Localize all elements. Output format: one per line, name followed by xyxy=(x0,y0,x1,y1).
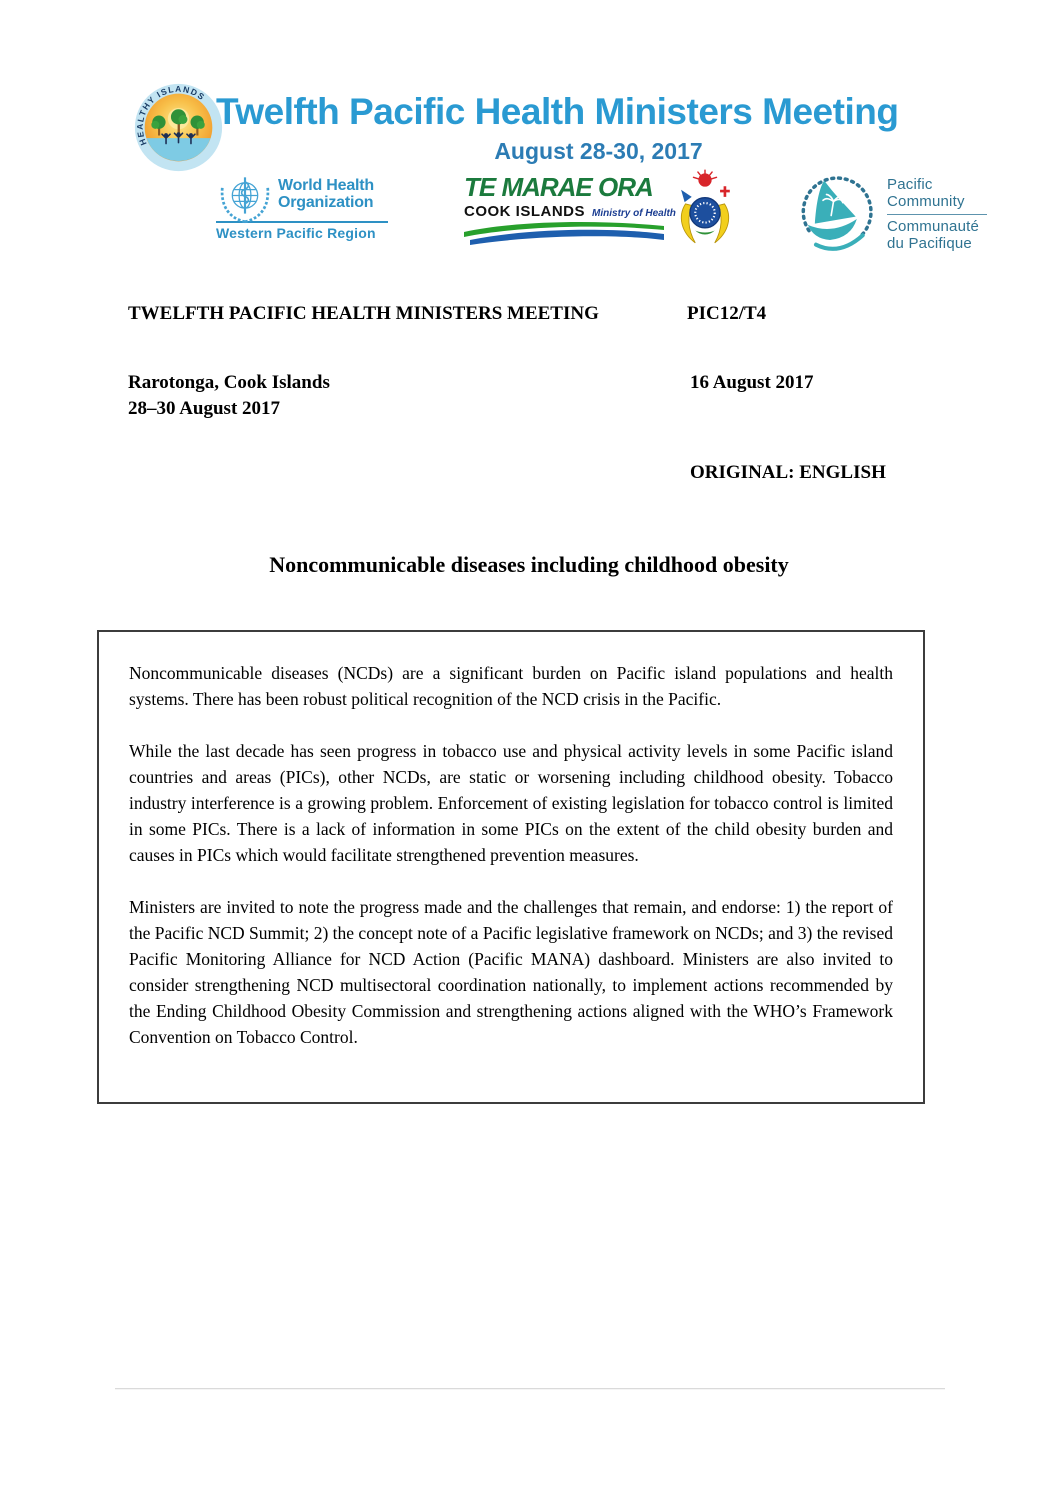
summary-box xyxy=(97,630,925,1104)
crest-plume xyxy=(693,170,716,186)
crest-cross xyxy=(720,186,730,197)
document-date: 16 August 2017 xyxy=(690,372,814,393)
spc-emblem-icon xyxy=(795,170,879,254)
healthy-islands-label: HEALTHY ISLANDS xyxy=(134,83,208,147)
summary-paragraph: While the last decade has seen progress in tobacco use and physical activity levels in some Pacific island countries and areas (PICs), other NCDs, are static or worsening including childhood obesity. Tobacco industry interference is a growing problem. Enforcement of existing legislation for tobacco control is limited in some PICs. There is a lack of information in some PICs on the extent of the child obesity burden and causes in PICs which would facilitate strengthened prevention measures. xyxy=(129,741,893,865)
healthy-islands-logo xyxy=(134,83,223,172)
meeting-name: TWELFTH PACIFIC HEALTH MINISTERS MEETING xyxy=(128,303,599,324)
tmo-logo xyxy=(464,172,736,258)
tmo-waves-icon xyxy=(464,220,664,246)
spc-name-fr-line2: du Pacifique xyxy=(887,235,972,253)
banner-dates: August 28-30, 2017 xyxy=(494,138,703,164)
original-language: ORIGINAL: ENGLISH xyxy=(690,462,886,483)
meeting-dates: 28–30 August 2017 xyxy=(128,398,281,419)
spc-logo xyxy=(795,170,985,254)
footer-rule xyxy=(115,1388,945,1389)
who-emblem-icon xyxy=(216,171,274,229)
tmo-title: TE MARAE ORA xyxy=(464,172,653,202)
spc-sail xyxy=(815,181,856,224)
spc-name-fr-line1: Communauté xyxy=(887,218,980,236)
spc-name-en-line2: Community xyxy=(887,193,965,211)
cook-islands-crest-icon xyxy=(674,168,736,254)
who-logo xyxy=(216,173,388,241)
doc-reference: PIC12/T4 xyxy=(687,303,767,324)
tmo-country-label: COOK ISLANDS xyxy=(464,203,586,220)
summary-paragraph: Noncommunicable diseases (NCDs) are a significant burden on Pacific island populations and health systems. There has been robust political recognition of the NCD crisis in the Pacific. xyxy=(129,663,893,709)
tmo-ministry-label: Ministry of Health xyxy=(592,208,676,219)
spc-divider xyxy=(887,214,987,215)
crest-bird xyxy=(681,190,692,202)
document-title: Noncommunicable diseases including childhood obesity xyxy=(269,552,789,577)
who-name-line2: Organization xyxy=(278,194,374,212)
summary-paragraph: Ministers are invited to note the progress made and the challenges that remain, and endorse: 1) the report of the Pacific NCD Summit; 2) the concept note of a Pacific legislative framework on NCDs; and 3) the revised Pacific Monitoring Alliance for NCD Action (Pacific MANA) dashboard. Ministers are also invited to consider strengthening NCD multisectoral coordination nationally, to implement actions recommended by the Ending Childhood Obesity Commission and strengthening actions aligned with the WHO’s Framework Convention on Tobacco Control. xyxy=(129,897,893,1047)
spc-name-en-line1: Pacific xyxy=(887,176,933,193)
meeting-location: Rarotonga, Cook Islands xyxy=(128,372,330,393)
spc-text xyxy=(887,176,987,254)
banner-title: Twelfth Pacific Health Ministers Meeting xyxy=(216,91,899,132)
who-name-line1: World Health xyxy=(278,177,374,194)
who-region-label: Western Pacific Region xyxy=(216,225,376,241)
crest-base xyxy=(695,230,714,234)
who-name xyxy=(278,177,374,212)
